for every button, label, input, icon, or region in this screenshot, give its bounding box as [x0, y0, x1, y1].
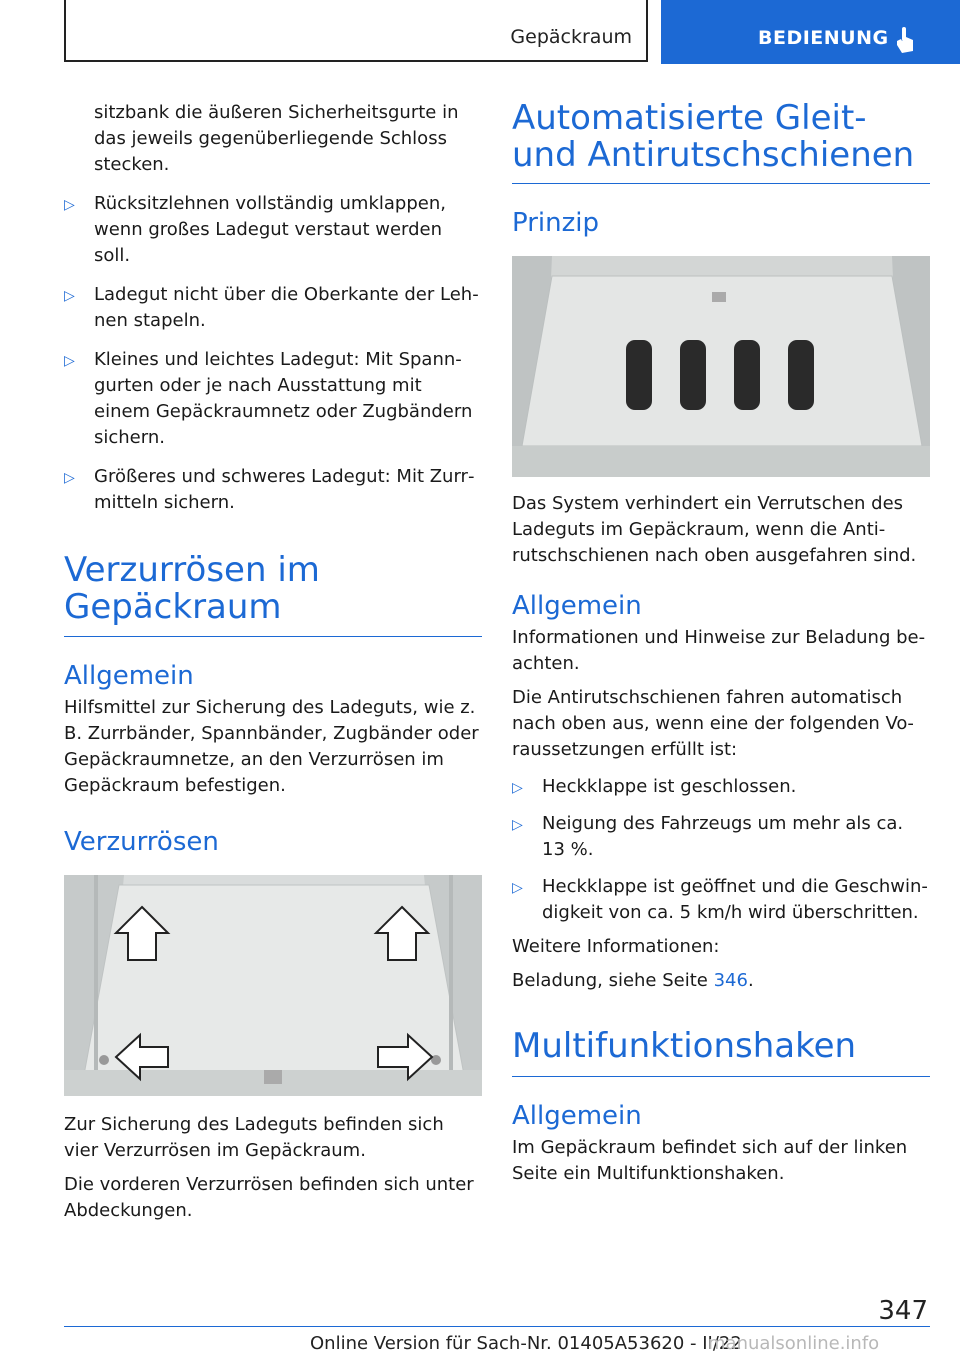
- list-item: [512, 874, 930, 926]
- footer-rule: [64, 1326, 930, 1327]
- header-chapter-title: BEDIENUNG: [758, 27, 889, 49]
- list-item-text: Kleines und leichtes Ladegut: Mit Spanngurten oder je nach Ausstattung mit einem Gepäckraumnetz oder Zugbändern sichern.: [94, 349, 473, 448]
- section-heading: Multifunktionshaken: [512, 1026, 857, 1066]
- list-item: [64, 347, 482, 451]
- list-item: [512, 774, 930, 800]
- list-item: [64, 464, 482, 516]
- paragraph: Im Gepäckraum befindet sich auf der linken Seite ein Multifunktionshaken.: [512, 1137, 908, 1184]
- list-item-text: Heckklappe ist geschlossen.: [542, 776, 797, 797]
- subsection-heading: Allgemein: [512, 591, 642, 621]
- cross-reference: [512, 968, 930, 994]
- triangle-bullet-icon: ▷: [64, 288, 75, 304]
- paragraph: Die Antirutschschienen fahren automatisch nach oben aus, wenn eine der folgenden Voraussetzungen erfüllt ist:: [512, 687, 914, 760]
- heading-rule: [512, 183, 930, 184]
- triangle-bullet-icon: ▷: [64, 470, 75, 486]
- list-item-text: Größeres und schweres Ladegut: Mit Zurrmitteln sichern.: [94, 466, 475, 513]
- subsection-heading: Prinzip: [512, 208, 599, 238]
- list-item-text: Neigung des Fahrzeugs um mehr als ca. 13 %.: [542, 813, 904, 860]
- heading-rule: [512, 1076, 930, 1077]
- list-item: [64, 191, 482, 269]
- header-section-title: Gepäckraum: [510, 26, 632, 48]
- online-version-note: Online Version für Sach-Nr. 01405A53620 - II/22: [310, 1333, 742, 1354]
- list-item: [512, 811, 930, 863]
- paragraph: Hilfsmittel zur Sicherung des Ladeguts, wie z. B. Zurrbänder, Spannbänder, Zugbänder oder Gepäckraumnetze, an den Verzurrösen im Gepäckraum befestigen.: [64, 697, 479, 796]
- list-item-text: Rücksitzlehnen vollständig umklappen, wenn großes Ladegut verstaut werden soll.: [94, 193, 446, 266]
- list-item-text: Heckklappe ist geöffnet und die Geschwindigkeit von ca. 5 km/h wird überschritten.: [542, 876, 928, 923]
- paragraph: Weitere Informationen:: [512, 936, 720, 957]
- right-column: [512, 100, 930, 1187]
- list-item: [64, 282, 482, 334]
- heading-rule: [64, 636, 482, 637]
- page-reference-link[interactable]: 346: [713, 970, 748, 991]
- paragraph: Informationen und Hinweise zur Beladung beachten.: [512, 627, 926, 674]
- triangle-bullet-icon: ▷: [64, 197, 75, 213]
- cross-reference-end: .: [747, 970, 754, 991]
- subsection-heading: Allgemein: [512, 1101, 642, 1131]
- paragraph: Das System verhindert ein Verrutschen des Ladeguts im Gepäckraum, wenn die Antirutschschienen nach oben ausgefahren sind.: [512, 493, 917, 566]
- triangle-bullet-icon: ▷: [64, 353, 75, 369]
- subsection-heading: Verzurrösen: [64, 827, 219, 857]
- intro-text: sitzbank die äußeren Sicherheitsgurte in das jeweils gegenüberliegende Schloss stecken.: [94, 102, 459, 175]
- caption: Die vorderen Verzurrösen befinden sich unter Abdeckungen.: [64, 1174, 474, 1221]
- subsection-heading: Allgemein: [64, 661, 194, 691]
- triangle-bullet-icon: ▷: [512, 780, 523, 796]
- left-column: [64, 100, 482, 1224]
- list-item-text: Ladegut nicht über die Oberkante der Lehnen stapeln.: [94, 284, 479, 331]
- caption: Zur Sicherung des Ladeguts befinden sich vier Verzurrösen im Gepäckraum.: [64, 1114, 444, 1161]
- anti-slip-rails-illustration: [512, 256, 930, 477]
- header-section-tab: [64, 0, 648, 62]
- lashing-eyes-illustration: [64, 875, 482, 1096]
- section-heading: Automatisierte Gleit- und Antirutschschienen: [512, 98, 915, 175]
- triangle-bullet-icon: ▷: [512, 880, 523, 896]
- page-number: 347: [878, 1296, 928, 1326]
- section-heading: Verzurrösen im Gepäckraum: [64, 550, 320, 627]
- header-chapter-tab[interactable]: [661, 0, 960, 64]
- hand-pointer-icon: [893, 25, 917, 55]
- triangle-bullet-icon: ▷: [512, 817, 523, 833]
- cross-reference-text: Beladung, siehe Seite: [512, 970, 714, 991]
- watermark: manualsonline.info: [708, 1333, 880, 1354]
